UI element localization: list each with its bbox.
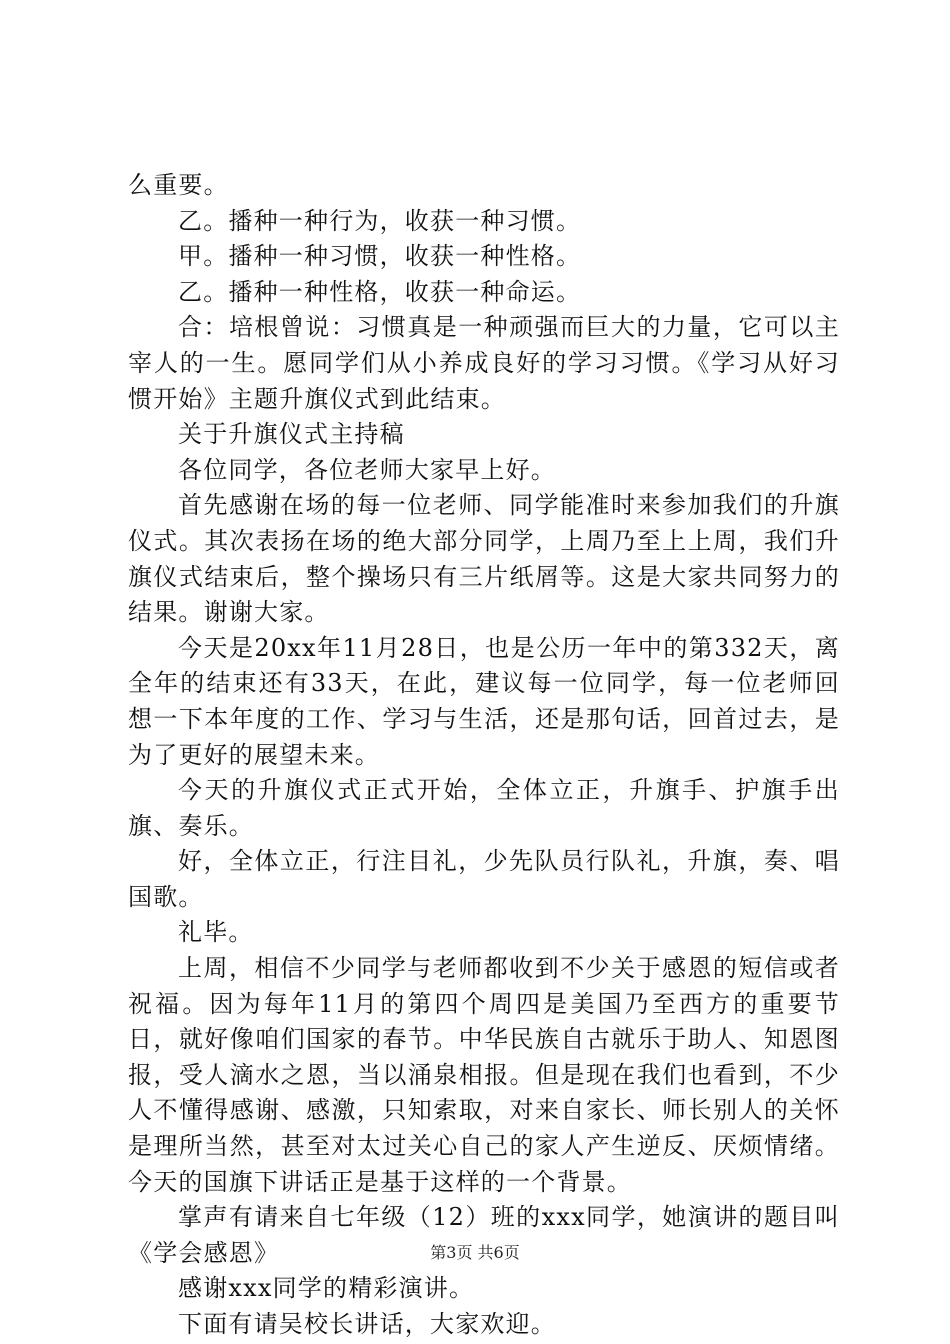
paragraph: 掌声有请来自七年级（12）班的xxx同学，她演讲的题目叫《学会感恩》 [128,1203,840,1267]
paragraph: 首先感谢在场的每一位老师、同学能准时来参加我们的升旗仪式。其次表扬在场的绝大部分同学，上周乃至上上周，我们升旗仪式结束后，整个操场只有三片纸屑等。这是大家共同努力的结果。谢谢大家。 [128,491,840,627]
paragraph: 乙。播种一种性格，收获一种命运。 [178,277,582,306]
paragraph: 乙。播种一种行为，收获一种习惯。 [178,206,582,235]
paragraph: 甲。播种一种习惯，收获一种性格。 [178,242,582,271]
paragraph: 礼毕。 [178,918,254,947]
section-heading: 关于升旗仪式主持稿 [178,420,405,449]
paragraph: 好，全体立正，行注目礼，少先队员行队礼，升旗，奏、唱国歌。 [128,847,840,911]
paragraph: 今天的升旗仪式正式开始，全体立正，升旗手、护旗手出旗、奏乐。 [128,776,840,840]
paragraph: 今天是20xx年11月28日，也是公历一年中的第332天，离全年的结束还有33天，在此，建议每一位同学，每一位老师回想一下本年度的工作、学习与生活，还是那句话，回首过去，是为了更好的展望未来。 [128,633,840,769]
paragraph: 么重要。 [128,171,229,199]
paragraph: 下面有请吴校长讲话，大家欢迎。 [178,1310,556,1338]
page-footer: 第3页 共6页 [430,1243,520,1262]
paragraph: 上周，相信不少同学与老师都收到不少关于感恩的短信或者祝福。因为每年11月的第四个周四是美国乃至西方的重要节日，就好像咱们国家的春节。中华民族自古就乐于助人、知恩图报，受人滴水之恩，当以涌泉相报。但是现在我们也看到，不少人不懂得感谢、感激，只知索取，对来自家长、师长别人的关怀是理所当然，甚至对太过关心自己的家人产生逆反、厌烦情绪。今天的国旗下讲话正是基于这样的一个背景。 [128,954,840,1196]
paragraph: 各位同学，各位老师大家早上好。 [178,455,556,484]
paragraph: 感谢xxx同学的精彩演讲。 [178,1274,475,1303]
document-body [128,168,840,1343]
paragraph: 合：培根曾说：习惯真是一种顽强而巨大的力量，它可以主宰人的一生。愿同学们从小养成良好的学习习惯。《学习从好习惯开始》主题升旗仪式到此结束。 [128,313,840,413]
